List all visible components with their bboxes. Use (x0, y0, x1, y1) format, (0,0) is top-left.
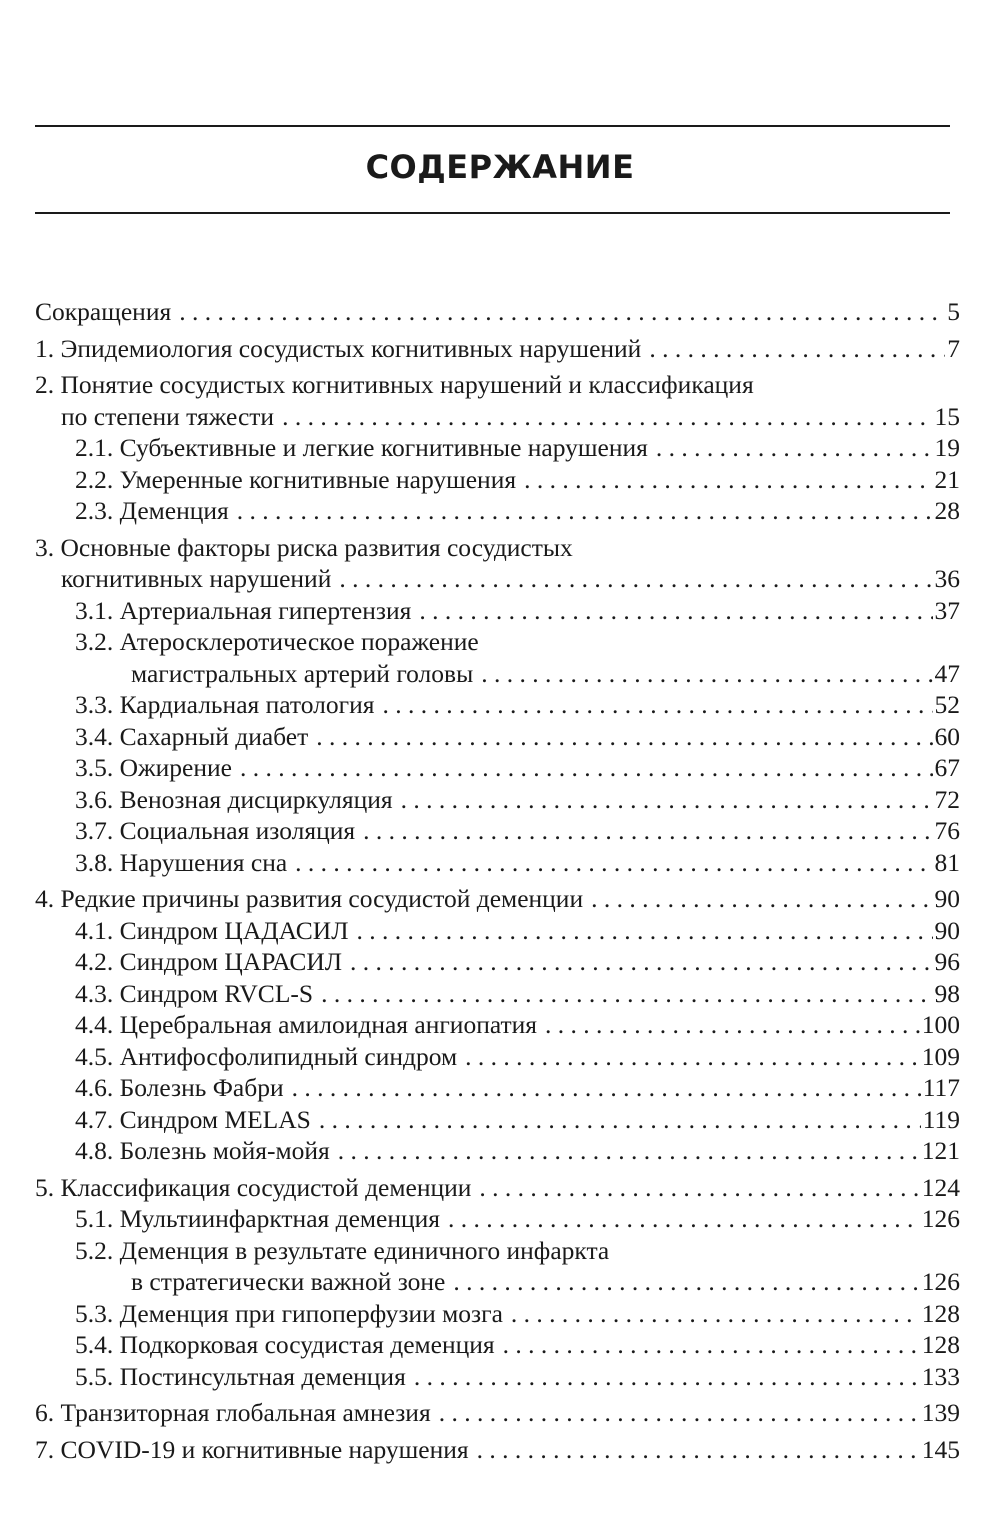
dot-leader (338, 1135, 920, 1167)
toc-entry-7[interactable] (35, 1434, 960, 1466)
title-bottom-rule (35, 212, 950, 214)
toc-page-number: 124 (921, 1172, 960, 1202)
toc-entry-3-line1[interactable]: 3. Основные факторы риска развития сосудистых (35, 532, 573, 562)
toc-label: 3.1. Артериальная гипертензия (75, 595, 412, 625)
toc-entry-4-8[interactable] (35, 1135, 960, 1167)
dot-leader (481, 658, 932, 690)
dot-leader (591, 883, 932, 915)
toc-entry-4-6[interactable] (35, 1072, 960, 1104)
toc-entry-4-5[interactable] (35, 1041, 960, 1073)
dot-leader (649, 333, 945, 365)
toc-page-number: 126 (921, 1204, 960, 1233)
dot-leader (414, 1361, 920, 1393)
dot-leader (179, 296, 945, 328)
toc-label: 4.6. Болезнь Фабри (75, 1073, 284, 1102)
toc-page-number: 119 (922, 1104, 960, 1134)
toc-label: 4.8. Болезнь мойя-мойя (75, 1136, 330, 1165)
toc-entry-2-1[interactable] (35, 432, 960, 464)
toc-label: магистральных артерий головы (131, 658, 474, 688)
toc-label: в стратегически важной зоне (131, 1267, 446, 1296)
dot-leader (295, 847, 932, 879)
toc-label: 2.1. Субъективные и легкие когнитивные нарушения (75, 433, 648, 462)
dot-leader (237, 495, 933, 527)
dot-leader (240, 752, 933, 784)
toc-page-number: 100 (921, 1010, 960, 1039)
toc-entry-4-3[interactable] (35, 978, 960, 1010)
toc-page-number: 15 (934, 401, 960, 431)
toc-page-number: 81 (934, 847, 960, 877)
page-title: СОДЕРЖАНИЕ (365, 148, 635, 186)
toc-label: 4.2. Синдром ЦАРАСИЛ (75, 947, 343, 976)
toc-page-number: 109 (921, 1041, 960, 1071)
toc-label: 3.4. Сахарный диабет (75, 721, 309, 751)
dot-leader (656, 432, 933, 464)
dot-leader (453, 1266, 919, 1298)
toc-page-number: 72 (934, 784, 960, 814)
dot-leader (401, 784, 933, 816)
top-rule (35, 125, 950, 127)
dot-leader (439, 1397, 920, 1429)
toc-page-number: 121 (921, 1136, 960, 1165)
toc-label: 2.2. Умеренные когнитивные нарушения (75, 464, 517, 494)
dot-leader (545, 1009, 920, 1041)
toc-page-number: 126 (921, 1267, 960, 1296)
dot-leader (321, 978, 932, 1010)
toc-page-number: 90 (934, 915, 960, 945)
toc-entry-4-1[interactable] (35, 915, 960, 947)
dot-leader (479, 1172, 919, 1204)
toc-page-number: 96 (934, 947, 960, 976)
toc-page-number: 139 (921, 1398, 960, 1427)
toc-page-number: 37 (934, 595, 960, 625)
dot-leader (357, 915, 933, 947)
toc-entry-3-1[interactable] (35, 595, 960, 627)
toc-label: 4. Редкие причины развития сосудистой деменции (35, 884, 584, 913)
toc-label: 5.4. Подкорковая сосудистая деменция (75, 1330, 495, 1359)
toc-label: 5.1. Мультиинфарктная деменция (75, 1204, 441, 1233)
dot-leader (524, 464, 932, 496)
dot-leader (511, 1298, 920, 1330)
toc-entry-2[interactable] (35, 401, 960, 433)
toc-entry-1[interactable] (35, 333, 960, 365)
dot-leader (448, 1203, 920, 1235)
toc-page-number: 19 (934, 433, 960, 462)
toc-label: когнитивных нарушений (61, 564, 332, 593)
dot-leader (419, 595, 932, 627)
toc-page-number: 98 (934, 978, 960, 1008)
toc-label: 4.5. Антифосфолипидный синдром (75, 1041, 458, 1071)
toc-label: 2.3. Деменция (75, 496, 229, 525)
toc-label: 6. Транзиторная глобальная амнезия (35, 1398, 431, 1427)
toc-entry-3-2-line1[interactable]: 3.2. Атеросклеротическое поражение (75, 627, 479, 656)
toc-label: 3.8. Нарушения сна (75, 847, 288, 877)
toc-label: 4.3. Синдром RVCL-S (75, 978, 314, 1008)
toc-entry-5-2-line1[interactable]: 5.2. Деменция в результате единичного инфаркта (75, 1235, 610, 1265)
toc-entry-5[interactable] (35, 1172, 960, 1204)
toc-label: по степени тяжести (61, 401, 275, 431)
toc-page-number: 133 (921, 1361, 960, 1391)
toc-page-number: 76 (934, 816, 960, 845)
toc-entry-4-7[interactable] (35, 1104, 960, 1136)
toc-entry-abbreviations[interactable] (35, 296, 960, 328)
toc-entry-3-8[interactable] (35, 847, 960, 879)
dot-leader (382, 689, 932, 721)
toc-entry-5-1[interactable] (35, 1203, 960, 1235)
dot-leader (350, 946, 932, 978)
dot-leader (503, 1329, 920, 1361)
toc-entry-3[interactable] (35, 563, 960, 595)
toc-entry-3-5[interactable] (35, 752, 960, 784)
dot-leader (292, 1072, 921, 1104)
toc-label: Сокращения (35, 297, 172, 326)
toc-entry-3-4[interactable] (35, 721, 960, 753)
toc-page-number: 7 (947, 333, 960, 363)
toc-entry-3-2[interactable] (35, 658, 960, 690)
toc-page-number: 36 (934, 564, 960, 593)
toc-page-number: 128 (921, 1330, 960, 1359)
toc-entry-3-7[interactable] (35, 815, 960, 847)
toc-label: 4.1. Синдром ЦАДАСИЛ (75, 915, 349, 945)
toc-label: 5.5. Постинсультная деменция (75, 1361, 406, 1391)
toc-label: 4.7. Синдром MELAS (75, 1104, 311, 1134)
toc-label: 3.3. Кардиальная патология (75, 690, 375, 719)
toc-entry-5-4[interactable] (35, 1329, 960, 1361)
toc-page-number: 52 (934, 690, 960, 719)
dot-leader (339, 563, 932, 595)
dot-leader (363, 815, 932, 847)
toc-entry-5-5[interactable] (35, 1361, 960, 1393)
toc-label: 3.7. Социальная изоляция (75, 816, 356, 845)
toc-page-number: 47 (934, 658, 960, 688)
toc-entry-5-2[interactable] (35, 1266, 960, 1298)
toc-entry-4-4[interactable] (35, 1009, 960, 1041)
toc-entry-6[interactable] (35, 1397, 960, 1429)
toc-entry-5-3[interactable] (35, 1298, 960, 1330)
toc-page-number: 60 (934, 721, 960, 751)
dot-leader (477, 1434, 920, 1466)
dot-leader (316, 721, 932, 753)
toc-entry-3-6[interactable] (35, 784, 960, 816)
toc-entry-2-3[interactable] (35, 495, 960, 527)
toc-page-number: 128 (921, 1298, 960, 1328)
dot-leader (282, 401, 932, 433)
toc-label: 4.4. Церебральная амилоидная ангиопатия (75, 1010, 538, 1039)
toc-label: 5.3. Деменция при гипоперфузии мозга (75, 1298, 503, 1328)
dot-leader (319, 1104, 921, 1136)
toc-page-number: 5 (947, 297, 960, 326)
dot-leader (465, 1041, 920, 1073)
toc-entry-2-2[interactable] (35, 464, 960, 496)
toc-page-number: 28 (934, 496, 960, 525)
toc-entry-3-3[interactable] (35, 689, 960, 721)
toc-label: 5. Классификация сосудистой деменции (35, 1172, 472, 1202)
toc-page-number: 90 (934, 884, 960, 913)
toc-page-number: 117 (922, 1073, 960, 1102)
toc-page-number: 145 (921, 1434, 960, 1464)
toc-label: 1. Эпидемиология сосудистых когнитивных нарушений (35, 333, 642, 363)
toc-page-number: 67 (934, 753, 960, 782)
toc-entry-2-line1[interactable]: 2. Понятие сосудистых когнитивных нарушений и классификация (35, 370, 754, 399)
toc-label: 7. COVID-19 и когнитивные нарушения (35, 1434, 469, 1464)
toc-entry-4[interactable] (35, 883, 960, 915)
table-of-contents (35, 296, 960, 1465)
toc-label: 3.6. Венозная дисциркуляция (75, 784, 393, 814)
toc-page-number: 21 (934, 464, 960, 494)
toc-entry-4-2[interactable] (35, 946, 960, 978)
toc-label: 3.5. Ожирение (75, 753, 232, 782)
